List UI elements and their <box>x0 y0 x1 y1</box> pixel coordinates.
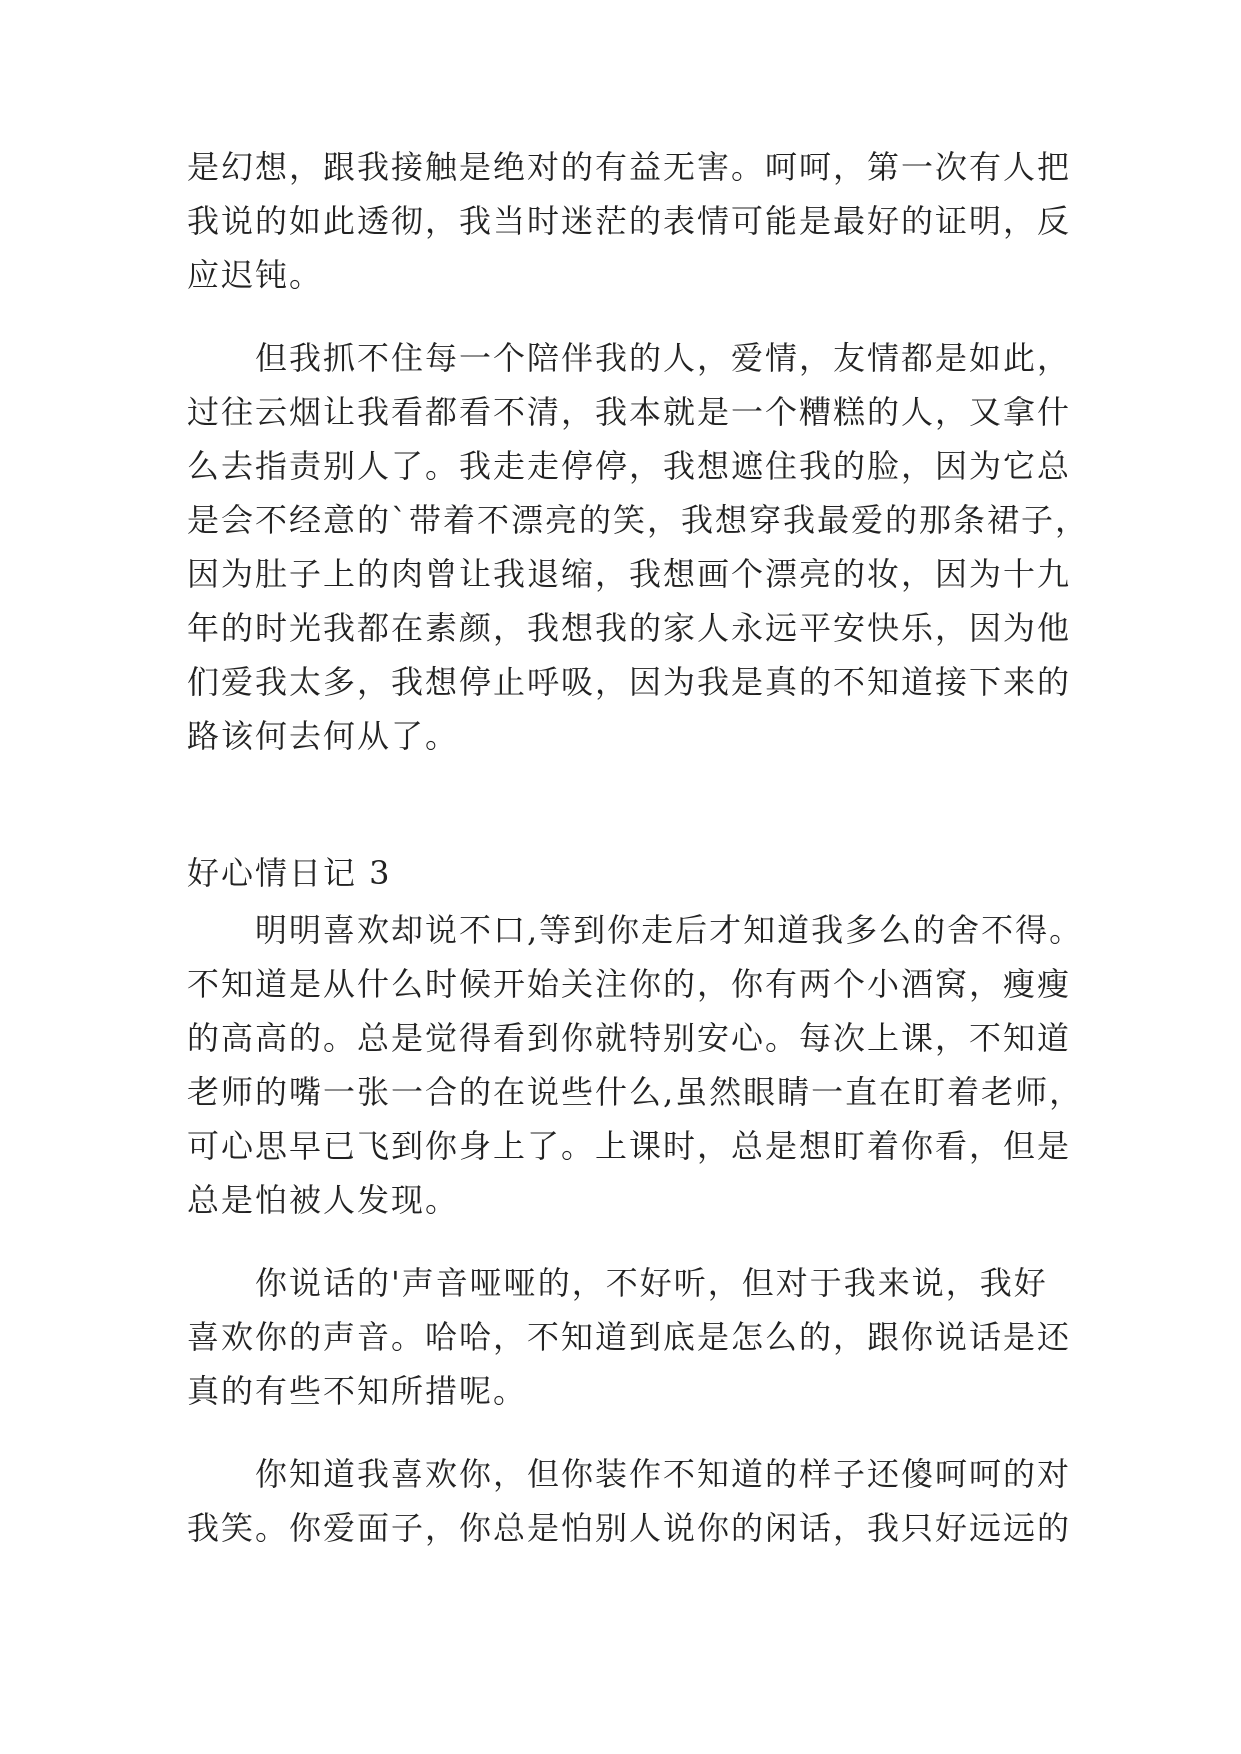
text-line: 喜欢你的声音。哈哈，不知道到底是怎么的，跟你说话是还 <box>187 1318 1072 1356</box>
text-line: 我说的如此透彻，我当时迷茫的表情可能是最好的证明，反 <box>187 202 1072 240</box>
text-line: 老师的嘴一张一合的在说些什么,虽然眼睛一直在盯着老师， <box>187 1073 1084 1111</box>
text-line: 可心思早已飞到你身上了。上课时，总是想盯着你看，但是 <box>187 1127 1072 1165</box>
text-line: 路该何去何从了。 <box>187 717 460 755</box>
text-line: 总是怕被人发现。 <box>187 1181 460 1219</box>
text-line: 应迟钝。 <box>187 256 324 294</box>
text-line: 是幻想，跟我接触是绝对的有益无害。呵呵，第一次有人把 <box>187 148 1072 186</box>
text-line: 但我抓不住每一个陪伴我的人，爱情，友情都是如此， <box>187 339 1072 377</box>
text-line: 你知道我喜欢你，但你装作不知道的样子还傻呵呵的对 <box>187 1455 1072 1493</box>
text-line: 么去指责别人了。我走走停停，我想遮住我的脸，因为它总 <box>187 447 1072 485</box>
text-line: 是会不经意的`带着不漂亮的笑，我想穿我最爱的那条裙子， <box>187 501 1090 539</box>
text-line: 我笑。你爱面子，你总是怕别人说你的闲话，我只好远远的 <box>187 1509 1072 1547</box>
text-line: 年的时光我都在素颜，我想我的家人永远平安快乐，因为他 <box>187 609 1072 647</box>
text-line: 因为肚子上的肉曾让我退缩，我想画个漂亮的妆，因为十九 <box>187 555 1072 593</box>
section-heading: 好心情日记 3 <box>187 854 392 892</box>
text-line: 的高高的。总是觉得看到你就特别安心。每次上课，不知道 <box>187 1019 1072 1057</box>
text-line: 们爱我太多，我想停止呼吸，因为我是真的不知道接下来的 <box>187 663 1072 701</box>
text-line: 明明喜欢却说不口,等到你走后才知道我多么的舍不得。 <box>187 911 1084 949</box>
text-line: 不知道是从什么时候开始关注你的，你有两个小酒窝，瘦瘦 <box>187 965 1072 1003</box>
text-line: 真的有些不知所措呢。 <box>187 1372 528 1410</box>
text-line: 过往云烟让我看都看不清，我本就是一个糟糕的人，又拿什 <box>187 393 1072 431</box>
text-line: 你说话的'声音哑哑的，不好听，但对于我来说，我好 <box>187 1264 1048 1302</box>
